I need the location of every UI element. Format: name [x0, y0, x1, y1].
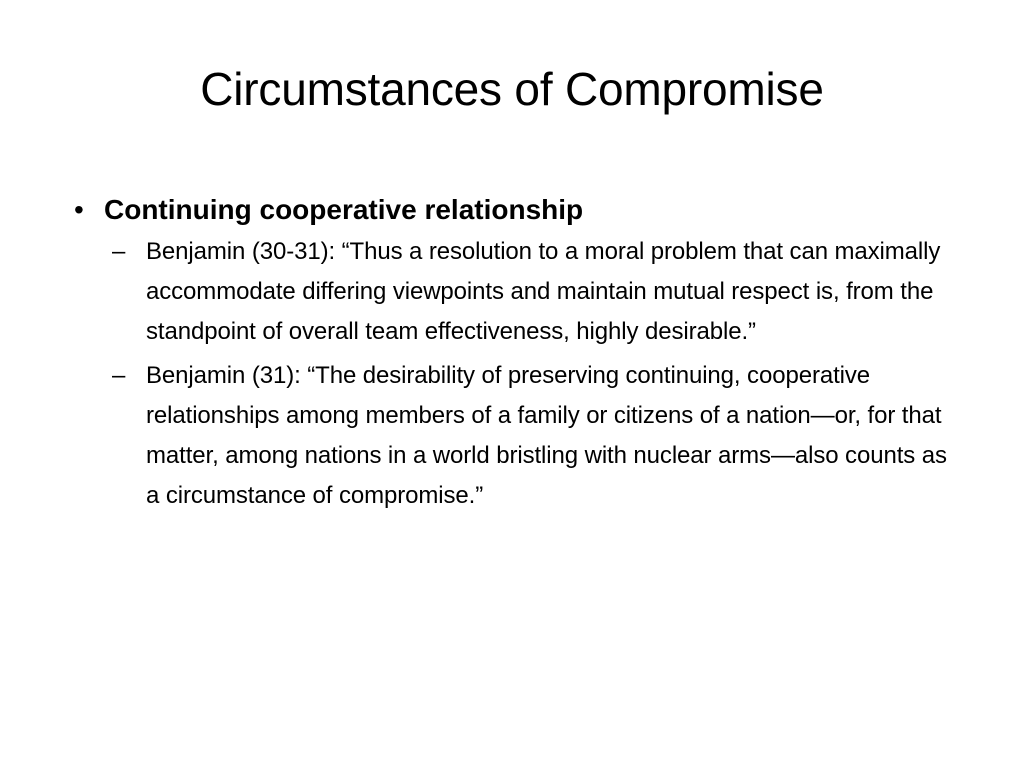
- sub-bullet-text: Benjamin (30-31): “Thus a resolution to a moral problem that can maximally accommodate differing viewpoints and maintain mutual respect is, from the standpoint of overall team effectiveness, highly desirable.”: [146, 238, 941, 345]
- slide-body: [74, 188, 976, 520]
- dash-marker: –: [112, 362, 126, 389]
- slide-title: Circumstances of Compromise: [200, 63, 824, 115]
- sub-bullet-item: [112, 232, 966, 352]
- sub-bullet-item: [112, 356, 966, 516]
- bullet-item: [74, 188, 976, 232]
- sub-bullet-text: Benjamin (31): “The desirability of preserving continuing, cooperative relationships among members of a family or citizens of a nation—or, for that matter, among nations in a world bristling with nuclear arms—also counts as a circumstance of compromise.”: [146, 362, 947, 509]
- bullet-text: Continuing cooperative relationship: [104, 194, 584, 225]
- bullet-marker: •: [74, 194, 84, 225]
- dash-marker: –: [112, 238, 126, 265]
- sub-bullet-list: [86, 232, 976, 516]
